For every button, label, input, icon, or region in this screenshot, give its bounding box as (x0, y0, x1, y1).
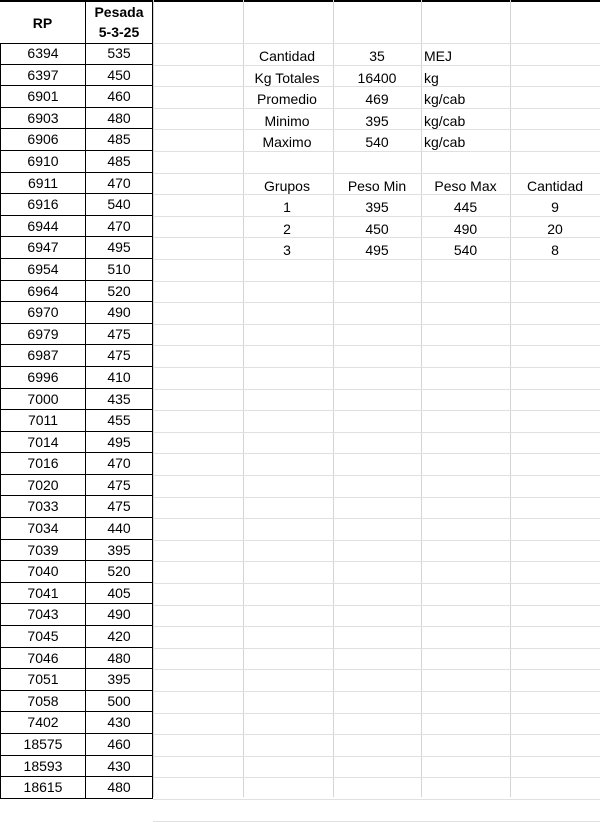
cell-peso[interactable]: 460 (86, 734, 153, 756)
grid-row-line (153, 648, 600, 649)
summary-value[interactable]: 395 (365, 112, 389, 129)
table-row (0, 281, 153, 303)
table-row (0, 540, 153, 562)
groups-cell[interactable]: 1 (283, 199, 291, 216)
table-row (0, 496, 153, 518)
summary-unit[interactable]: kg/cab (424, 112, 466, 129)
groups-header-cell[interactable]: Grupos (264, 177, 310, 194)
grid-row-line (153, 43, 600, 44)
table-row (0, 43, 153, 65)
cell-peso[interactable]: 535 (86, 43, 153, 65)
grid-row-line (153, 518, 600, 519)
grid-row-line (153, 540, 600, 541)
cell-rp[interactable]: 6397 (0, 65, 86, 87)
table-row (0, 86, 153, 108)
table-row (0, 518, 153, 540)
groups-cell[interactable]: 450 (365, 220, 389, 237)
cell-rp[interactable]: 7046 (0, 648, 86, 670)
cell-rp[interactable]: 6954 (0, 259, 86, 281)
cell-rp[interactable]: 7020 (0, 475, 86, 497)
groups-cell[interactable]: 490 (453, 220, 478, 237)
table-row (0, 777, 153, 799)
grid-row-line (153, 324, 600, 325)
cell-peso[interactable]: 495 (86, 237, 153, 259)
table-row (0, 648, 153, 670)
table-row (0, 345, 153, 367)
cell-rp[interactable]: 7014 (0, 432, 86, 454)
summary-value[interactable]: 35 (369, 48, 385, 64)
grid-row-line (153, 821, 600, 822)
cell-peso[interactable]: 430 (86, 756, 153, 778)
summary-unit[interactable]: kg (424, 69, 439, 86)
cell-rp[interactable]: 7016 (0, 453, 86, 475)
cell-rp[interactable]: 7040 (0, 561, 86, 583)
cell-peso[interactable]: 520 (86, 281, 153, 303)
table-row (0, 734, 153, 756)
cell-rp[interactable]: 6996 (0, 367, 86, 389)
grid-row-line (153, 669, 600, 670)
cell-rp[interactable]: 7402 (0, 712, 86, 734)
groups-header-cell[interactable]: Cantidad (526, 177, 584, 194)
table-row (0, 194, 153, 216)
weights-table (0, 43, 153, 799)
cell-rp[interactable]: 7051 (0, 669, 86, 691)
cell-peso[interactable]: 470 (86, 216, 153, 238)
table-row (0, 453, 153, 475)
summary-label[interactable]: Promedio (257, 91, 317, 108)
header-rp-label: RP (32, 14, 53, 31)
cell-rp[interactable]: 6903 (0, 108, 86, 130)
table-row (0, 108, 153, 130)
cell-rp[interactable]: 7043 (0, 604, 86, 626)
grid-row-line (153, 605, 600, 606)
groups-cell[interactable]: 3 (283, 242, 291, 259)
summary-label[interactable]: Kg Totales (254, 69, 320, 86)
cell-peso[interactable]: 440 (86, 518, 153, 540)
grid-row-line (153, 626, 600, 627)
cell-rp[interactable]: 6911 (0, 173, 86, 195)
summary-label[interactable]: Maximo (262, 134, 312, 151)
table-row (0, 691, 153, 713)
cell-peso[interactable]: 395 (86, 669, 153, 691)
cell-rp[interactable]: 6964 (0, 281, 86, 303)
cell-peso[interactable]: 490 (86, 302, 153, 324)
header-pesada-line1: Pesada (94, 4, 144, 20)
table-row (0, 432, 153, 454)
cell-rp[interactable]: 6987 (0, 345, 86, 367)
table-row (0, 712, 153, 734)
table-row (0, 173, 153, 195)
table-row (0, 475, 153, 497)
table-row (0, 389, 153, 411)
cell-peso[interactable]: 480 (86, 777, 153, 799)
cell-rp[interactable]: 7034 (0, 518, 86, 540)
groups-cell[interactable]: 9 (551, 199, 559, 216)
cell-peso[interactable]: 435 (86, 389, 153, 411)
groups-cell[interactable]: 495 (365, 242, 389, 259)
grid-row-line (153, 432, 600, 433)
table-row (0, 583, 153, 605)
cell-peso[interactable]: 480 (86, 108, 153, 130)
table-row (0, 367, 153, 389)
table-row (0, 237, 153, 259)
groups-cell[interactable]: 540 (453, 242, 478, 259)
summary-value[interactable]: 16400 (357, 69, 397, 86)
cell-rp[interactable]: 7045 (0, 626, 86, 648)
cell-peso[interactable]: 460 (86, 86, 153, 108)
summary-unit[interactable]: kg/cab (424, 91, 466, 108)
cell-peso[interactable]: 490 (86, 604, 153, 626)
header-pesada-line2: 5-3-25 (98, 24, 140, 40)
header-pesada[interactable] (86, 2, 153, 43)
groups-header-cell[interactable]: Peso Min (347, 177, 407, 194)
summary-value[interactable]: 469 (365, 91, 389, 108)
table-row (0, 410, 153, 432)
cell-rp[interactable]: 6944 (0, 216, 86, 238)
cell-peso[interactable]: 475 (86, 345, 153, 367)
cell-peso[interactable]: 455 (86, 410, 153, 432)
cell-rp[interactable]: 7058 (0, 691, 86, 713)
table-row (0, 669, 153, 691)
cell-rp[interactable]: 7041 (0, 583, 86, 605)
table-row (0, 561, 153, 583)
grid-row-line (153, 734, 600, 735)
table-row (0, 65, 153, 87)
cell-peso[interactable]: 485 (86, 129, 153, 151)
cell-peso[interactable]: 450 (86, 65, 153, 87)
grid-column-line (153, 0, 154, 797)
cell-peso[interactable]: 480 (86, 648, 153, 670)
cell-rp[interactable]: 6910 (0, 151, 86, 173)
cell-rp[interactable]: 6394 (0, 43, 86, 65)
cell-peso[interactable]: 520 (86, 561, 153, 583)
summary-unit[interactable]: kg/cab (424, 134, 466, 151)
cell-peso[interactable]: 475 (86, 475, 153, 497)
groups-cell[interactable]: 2 (283, 220, 291, 237)
cell-peso[interactable]: 430 (86, 712, 153, 734)
groups-cell[interactable]: 395 (365, 199, 389, 216)
cell-rp[interactable]: 6916 (0, 194, 86, 216)
cell-peso[interactable]: 485 (86, 151, 153, 173)
table-row (0, 129, 153, 151)
cell-peso[interactable]: 410 (86, 367, 153, 389)
groups-header-cell[interactable]: Peso Max (434, 177, 497, 194)
cell-rp[interactable]: 6979 (0, 324, 86, 346)
grid-row-line (153, 713, 600, 714)
table-row (0, 151, 153, 173)
cell-peso[interactable]: 495 (86, 432, 153, 454)
grid-row-line (153, 302, 600, 303)
table-row (0, 216, 153, 238)
grid-row-line (153, 389, 600, 390)
grid-row-line (153, 453, 600, 454)
cell-peso[interactable]: 405 (86, 583, 153, 605)
cell-rp[interactable]: 7000 (0, 389, 86, 411)
grid-row-line (153, 583, 600, 584)
grid-column-line (510, 0, 511, 797)
table-row (0, 604, 153, 626)
grid-row-line (153, 799, 600, 800)
header-rp[interactable] (0, 2, 86, 43)
cell-peso[interactable]: 510 (86, 259, 153, 281)
cell-rp[interactable]: 7033 (0, 496, 86, 518)
cell-rp[interactable]: 7039 (0, 540, 86, 562)
cell-rp[interactable]: 18615 (0, 777, 86, 799)
cell-peso[interactable]: 420 (86, 626, 153, 648)
cell-peso[interactable]: 470 (86, 453, 153, 475)
summary-label[interactable]: Minimo (264, 112, 310, 129)
groups-cell[interactable]: 20 (547, 220, 563, 237)
cell-peso[interactable]: 475 (86, 496, 153, 518)
cell-rp[interactable]: 6901 (0, 86, 86, 108)
table-row (0, 259, 153, 281)
cell-peso[interactable]: 500 (86, 691, 153, 713)
grid-row-line (153, 410, 600, 411)
groups-cell[interactable]: 8 (551, 242, 559, 259)
cell-rp[interactable]: 6970 (0, 302, 86, 324)
grid-row-line (153, 367, 600, 368)
cell-rp[interactable]: 18593 (0, 756, 86, 778)
grid-row-line (153, 756, 600, 757)
groups-cell[interactable]: 445 (453, 199, 478, 216)
cell-rp[interactable]: 7011 (0, 410, 86, 432)
cell-rp[interactable]: 18575 (0, 734, 86, 756)
grid-column-line (421, 0, 422, 797)
summary-label[interactable]: Cantidad (258, 48, 316, 64)
grid-row-line (153, 281, 600, 282)
grid-row-line (153, 345, 600, 346)
cell-peso[interactable]: 475 (86, 324, 153, 346)
table-row (0, 302, 153, 324)
cell-rp[interactable]: 6906 (0, 129, 86, 151)
cell-peso[interactable]: 540 (86, 194, 153, 216)
grid-row-line (153, 691, 600, 692)
summary-unit[interactable]: MEJ (424, 48, 452, 64)
cell-peso[interactable]: 470 (86, 173, 153, 195)
grid-row-line (153, 561, 600, 562)
cell-peso[interactable]: 395 (86, 540, 153, 562)
grid-row-line (153, 497, 600, 498)
table-row (0, 324, 153, 346)
cell-rp[interactable]: 6947 (0, 237, 86, 259)
summary-value[interactable]: 540 (365, 134, 389, 151)
grid-row-line (153, 173, 600, 174)
table-row (0, 626, 153, 648)
grid-row-line (153, 475, 600, 476)
table-row (0, 756, 153, 778)
grid-row-line (153, 777, 600, 778)
